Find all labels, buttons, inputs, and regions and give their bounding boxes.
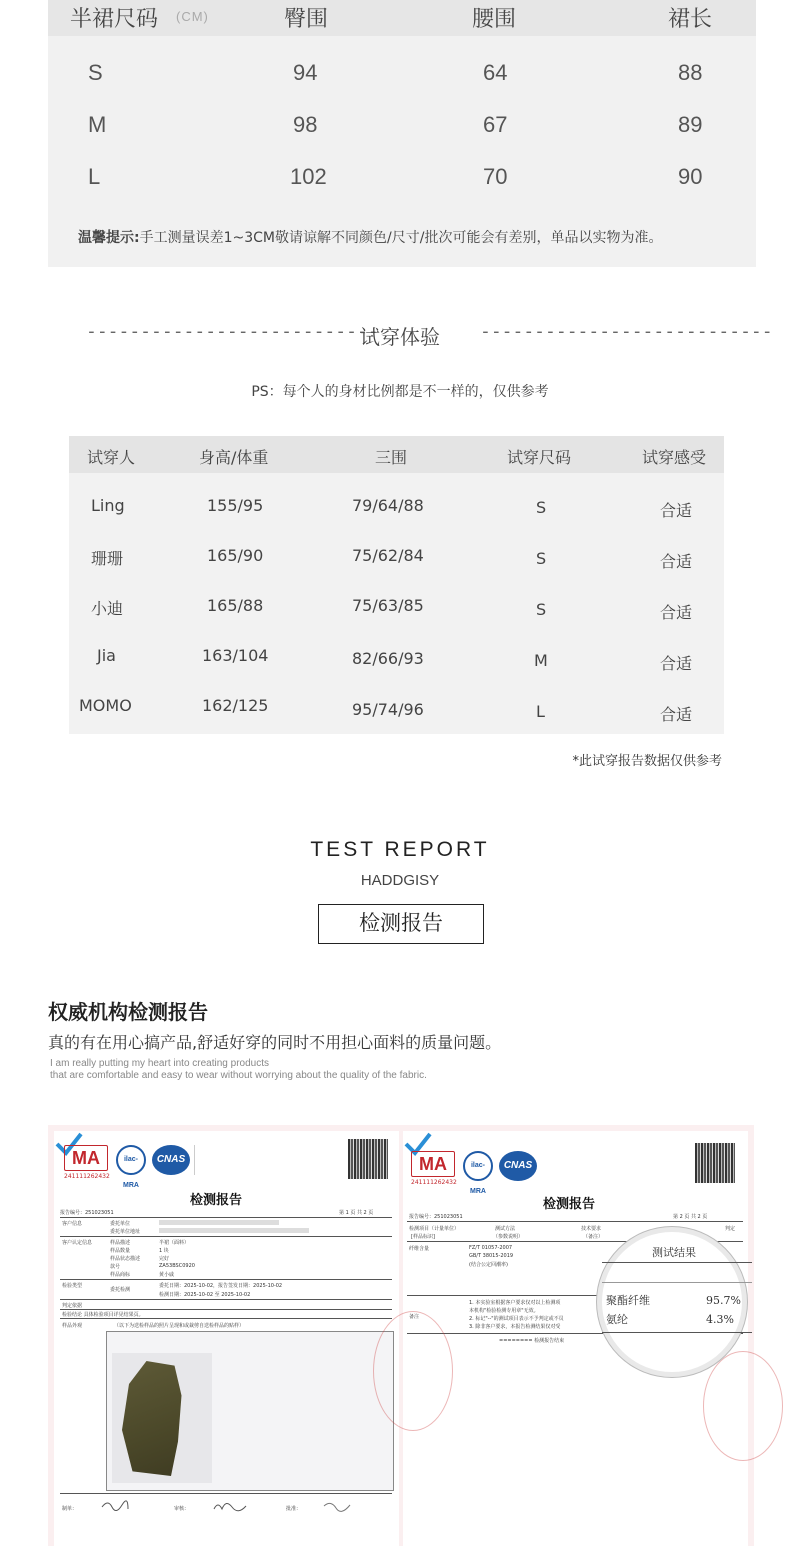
test-type-value: 委托检测 bbox=[110, 1287, 131, 1293]
try-on-title: 试穿体验 bbox=[360, 325, 440, 349]
remark-4: 3. 除非客户要求，本报告检测结果仅对受 bbox=[469, 1324, 561, 1330]
mag-title: 测试结果 bbox=[652, 1246, 696, 1259]
fabric-sample-image bbox=[112, 1353, 212, 1483]
remark-2: 本机构"检验检测专用章"无效。 bbox=[469, 1308, 539, 1314]
col-item-subheader: [样品标识] bbox=[411, 1234, 435, 1240]
size-header-unit: (CM) bbox=[176, 9, 209, 24]
authority-cn-text: 真的有在用心搞产品,舒适好穿的同时不用担心面料的质量问题。 bbox=[48, 1033, 502, 1052]
try-cell: S bbox=[536, 498, 547, 517]
try-cell: 合适 bbox=[660, 603, 693, 622]
try-header-size: 试穿尺码 bbox=[507, 448, 572, 467]
try-cell: Ling bbox=[91, 496, 125, 515]
size-cell: 88 bbox=[678, 60, 703, 85]
report-page-1 bbox=[54, 1131, 399, 1546]
ma-number: 241111262432 bbox=[64, 1173, 110, 1180]
sample-state-label: 样品状态描述 bbox=[110, 1256, 141, 1262]
tip-label: 温馨提示: bbox=[78, 230, 140, 246]
fiber-content-label: 纤维含量 bbox=[409, 1246, 430, 1252]
client-info-label: 客户信息 bbox=[62, 1221, 83, 1227]
report-end: ======== 检测报告结束 bbox=[499, 1338, 565, 1344]
tip-text: 手工测量误差1~3CM敬请谅解不同颜色/尺寸/批次可能会有差别，单品以实物为准。 bbox=[139, 230, 663, 246]
test-report-brand: HADDGISY bbox=[360, 872, 440, 889]
size-header-length: 裙长 bbox=[668, 6, 713, 31]
report-title: 检测报告 bbox=[190, 1193, 243, 1208]
signature-1 bbox=[100, 1497, 130, 1513]
try-cell: 小迪 bbox=[91, 599, 124, 618]
try-on-header bbox=[69, 436, 724, 473]
test-type-label: 检验类型 bbox=[62, 1283, 83, 1289]
size-cell: 94 bbox=[293, 60, 318, 85]
col-requirement-header: 技术要求 bbox=[581, 1226, 602, 1232]
logo-divider bbox=[194, 1145, 195, 1175]
ma-number: 241111262432 bbox=[411, 1179, 457, 1186]
ma-logo: MA bbox=[411, 1151, 455, 1177]
brand-label: 样品商标 bbox=[110, 1272, 131, 1278]
client-unit-label: 委托单位 bbox=[110, 1221, 131, 1227]
try-header-person: 试穿人 bbox=[87, 448, 136, 467]
try-cell: Jia bbox=[97, 646, 116, 665]
report-page-2 bbox=[403, 1131, 748, 1546]
approve-label: 批准： bbox=[286, 1506, 302, 1512]
size-cell: L bbox=[88, 164, 101, 189]
magnified-result bbox=[597, 1227, 747, 1377]
table-rule bbox=[60, 1217, 392, 1218]
qr-code bbox=[348, 1139, 388, 1179]
table-rule bbox=[60, 1309, 392, 1310]
sample-desc-label: 样品描述 bbox=[110, 1240, 131, 1246]
try-header-height: 身高/体重 bbox=[199, 448, 269, 467]
table-rule bbox=[60, 1299, 392, 1300]
report-number: 报告编号：251023051 bbox=[60, 1210, 114, 1216]
conclusion-text: 检验结论 具体检验项目详见结果页。 bbox=[62, 1312, 144, 1318]
try-cell: L bbox=[536, 702, 545, 721]
client-addr-label: 委托单位地址 bbox=[110, 1229, 141, 1235]
method-line-3: (结合公定回潮率) bbox=[469, 1262, 508, 1268]
try-cell: 75/62/84 bbox=[352, 546, 424, 565]
col-method-header: 测试方法 bbox=[495, 1226, 516, 1232]
try-cell: 合适 bbox=[660, 705, 693, 724]
qr-code bbox=[695, 1143, 735, 1183]
try-on-ps: PS：每个人的身材比例都是不一样的，仅供参考 bbox=[251, 384, 549, 400]
size-header-hip: 臀围 bbox=[284, 6, 329, 31]
fiber-2-name: 氨纶 bbox=[606, 1313, 628, 1326]
report-title: 检测报告 bbox=[543, 1197, 596, 1212]
col-judge-header: 判定 bbox=[725, 1226, 736, 1232]
report-page-number: 第 2 页 共 2 页 bbox=[673, 1214, 708, 1220]
cnas-logo: CNAS bbox=[499, 1151, 537, 1181]
sample-state: 完好 bbox=[159, 1256, 170, 1262]
size-table bbox=[48, 0, 756, 267]
try-on-note: *此试穿报告数据仅供参考 bbox=[572, 754, 722, 769]
try-cell: 163/104 bbox=[202, 646, 269, 665]
table-rule bbox=[60, 1279, 392, 1280]
test-report-title: TEST REPORT bbox=[310, 838, 490, 861]
try-cell: 合适 bbox=[660, 654, 693, 673]
photo-note: （以下为送检样品的照片呈现和或裁剪自送检样品的贴样） bbox=[114, 1323, 245, 1329]
size-cell: 67 bbox=[483, 112, 508, 137]
remark-label: 备注 bbox=[409, 1314, 420, 1320]
try-cell: S bbox=[536, 600, 547, 619]
authority-en-line1: I am really putting my heart into creating products bbox=[50, 1058, 269, 1069]
sample-info-label: 客户认定信息 bbox=[62, 1240, 93, 1246]
try-cell: 79/64/88 bbox=[352, 496, 424, 515]
method-line-2: GB/T 38015-2019 bbox=[469, 1253, 514, 1259]
size-table-header bbox=[48, 0, 756, 36]
fiber-1-name: 聚酯纤维 bbox=[606, 1294, 650, 1307]
size-cell: 70 bbox=[483, 164, 508, 189]
mag-rule bbox=[602, 1332, 752, 1333]
table-rule bbox=[407, 1221, 743, 1222]
size-header-waist: 腰围 bbox=[472, 6, 517, 31]
table-rule bbox=[60, 1318, 392, 1319]
try-cell: 165/90 bbox=[207, 546, 264, 565]
sample-desc: 半裙（面料） bbox=[159, 1240, 190, 1246]
signature-2 bbox=[212, 1497, 248, 1513]
ma-logo: MA bbox=[64, 1145, 108, 1171]
try-cell: S bbox=[536, 549, 547, 568]
col-item-header: 检测项目（计量单位） bbox=[409, 1226, 460, 1232]
table-rule bbox=[60, 1236, 392, 1237]
ilac-logo: ilac-MRA bbox=[116, 1145, 146, 1175]
method-line-1: FZ/T 01057-2007 bbox=[469, 1245, 513, 1251]
test-date: 检测日期：2025-10-02 至 2025-10-02 bbox=[159, 1292, 251, 1298]
size-cell: 90 bbox=[678, 164, 703, 189]
try-on-title-row bbox=[0, 321, 800, 351]
redacted-field bbox=[159, 1228, 309, 1233]
try-header-feel: 试穿感受 bbox=[642, 448, 707, 467]
signature-3 bbox=[322, 1497, 352, 1513]
sample-qty-label: 样品数量 bbox=[110, 1248, 131, 1254]
size-cell: 102 bbox=[290, 164, 327, 189]
try-cell: M bbox=[534, 651, 548, 670]
try-cell: 合适 bbox=[660, 552, 693, 571]
try-on-table bbox=[69, 436, 724, 734]
col-method-subheader: （参数说明） bbox=[493, 1234, 524, 1240]
authority-title: 权威机构检测报告 bbox=[48, 1000, 208, 1024]
size-cell: 89 bbox=[678, 112, 703, 137]
table-rule bbox=[60, 1493, 392, 1494]
made-label: 制单： bbox=[62, 1506, 78, 1512]
red-seal-stamp bbox=[703, 1351, 783, 1461]
fiber-2-value: 4.3% bbox=[706, 1313, 734, 1326]
red-seal-stamp bbox=[373, 1311, 453, 1431]
sample-qty: 1 块 bbox=[159, 1248, 169, 1254]
photo-label: 样品外观 bbox=[62, 1323, 83, 1329]
size-header-size: 半裙尺码 bbox=[70, 6, 159, 31]
authority-en-line2: that are comfortable and easy to wear without worrying about the quality of the fabric. bbox=[50, 1070, 427, 1081]
size-cell: M bbox=[88, 112, 107, 137]
test-report-box: 检测报告 bbox=[318, 904, 484, 944]
size-cell: S bbox=[88, 60, 103, 85]
try-cell: MOMO bbox=[79, 696, 132, 715]
title-dash-right: --------------------------- bbox=[480, 321, 773, 342]
size-tip bbox=[78, 227, 662, 247]
authority-en-text bbox=[50, 1058, 650, 1082]
title-dash-left: --------------------------- bbox=[86, 321, 379, 342]
cnas-logo: CNAS bbox=[152, 1145, 190, 1175]
fiber-1-value: 95.7% bbox=[706, 1294, 741, 1307]
review-label: 审核： bbox=[174, 1506, 190, 1512]
size-cell: 98 bbox=[293, 112, 318, 137]
remark-3: 2. 标记"--"的测试项目表示不予判定或不员 bbox=[469, 1316, 564, 1322]
try-cell: 75/63/85 bbox=[352, 596, 424, 615]
size-cell: 64 bbox=[483, 60, 508, 85]
try-cell: 162/125 bbox=[202, 696, 269, 715]
remark-1: 1. 本实验室根据客户要求仅对以上检测项 bbox=[469, 1300, 561, 1306]
try-header-measure: 三围 bbox=[375, 448, 408, 467]
try-cell: 合适 bbox=[660, 501, 693, 520]
report-number: 报告编号：251023051 bbox=[409, 1214, 463, 1220]
mag-rule bbox=[602, 1282, 752, 1283]
brand-value: 黄小戚 bbox=[159, 1272, 175, 1278]
try-cell: 82/66/93 bbox=[352, 649, 424, 668]
entrust-date: 委托日期：2025-10-02，报告签发日期：2025-10-02 bbox=[159, 1283, 283, 1289]
ilac-logo: ilac-MRA bbox=[463, 1151, 493, 1181]
try-cell: 155/95 bbox=[207, 496, 264, 515]
style-label: 款号 bbox=[110, 1264, 121, 1270]
try-cell: 95/74/96 bbox=[352, 700, 424, 719]
try-cell: 165/88 bbox=[207, 596, 264, 615]
style-number: ZA53BSC0920 bbox=[159, 1263, 195, 1269]
mag-rule bbox=[602, 1262, 752, 1263]
try-cell: 珊珊 bbox=[91, 549, 124, 568]
col-requirement-subheader: （备注） bbox=[583, 1234, 604, 1240]
report-page-number: 第 1 页 共 2 页 bbox=[339, 1210, 374, 1216]
redacted-field bbox=[159, 1220, 279, 1225]
judge-label: 判定依据 bbox=[62, 1303, 83, 1309]
